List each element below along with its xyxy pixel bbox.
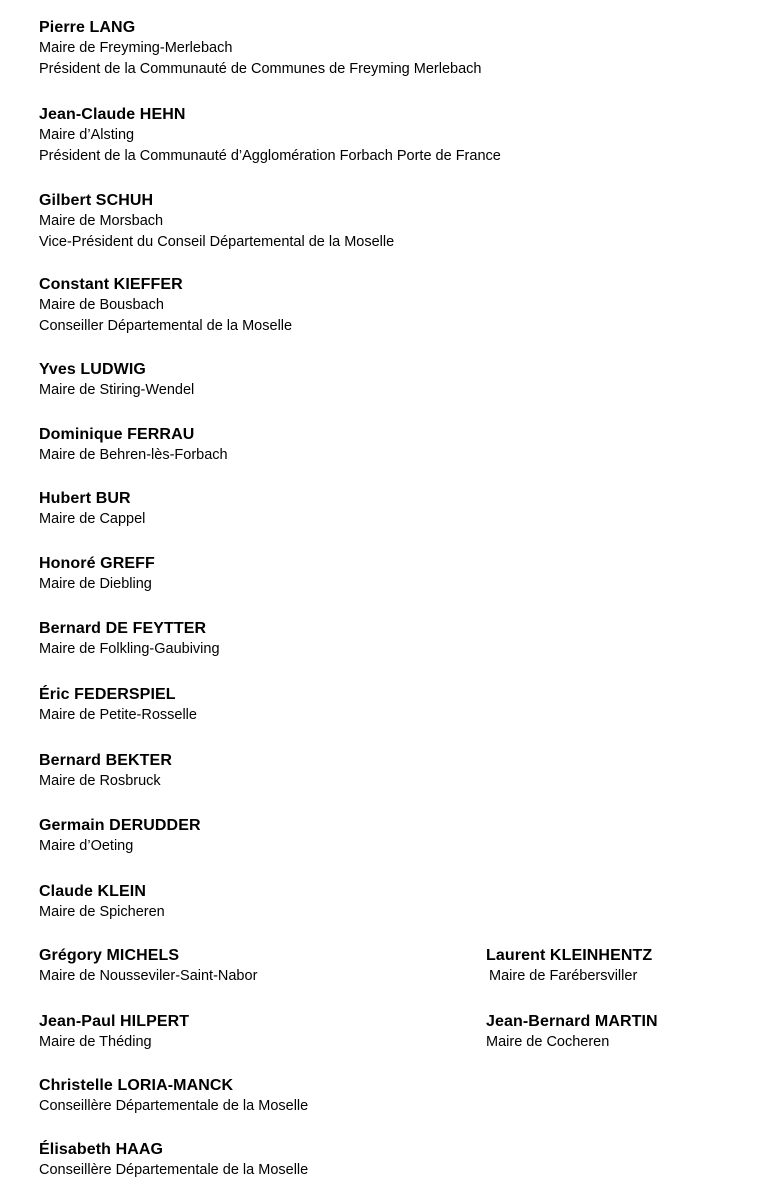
- signatory-name: Yves LUDWIG: [39, 361, 146, 378]
- signatory-title: Maire de Cocheren: [486, 1034, 610, 1050]
- signatory-title: Maire de Diebling: [39, 576, 152, 592]
- signatory-title: Maire de Spicheren: [39, 904, 165, 920]
- signatory-title: Conseillère Départementale de la Moselle: [39, 1098, 309, 1114]
- signatory-title: Maire de Nousseviler-Saint-Nabor: [39, 968, 258, 984]
- signatory-entry-right: [486, 945, 756, 987]
- signatory-title: Maire de Morsbach: [39, 213, 164, 229]
- signatory-name: Laurent KLEINHENTZ: [486, 947, 653, 964]
- signatory-name: Élisabeth HAAG: [39, 1141, 164, 1158]
- signatory-title: Maire de Cappel: [39, 511, 146, 527]
- signatory-title: Maire de Théding: [39, 1034, 152, 1050]
- signatory-name: Honoré GREFF: [39, 555, 155, 572]
- signatory-name: Éric FEDERSPIEL: [39, 686, 176, 703]
- signatory-title: Maire de Stiring-Wendel: [39, 382, 195, 398]
- signatory-title: Maire d’Oeting: [39, 838, 134, 854]
- signatory-name: Christelle LORIA-MANCK: [39, 1077, 234, 1094]
- signatory-title: Maire de Freyming-Merlebach: [39, 40, 233, 56]
- signatory-name: Claude KLEIN: [39, 883, 146, 900]
- signatory-name: Bernard BEKTER: [39, 752, 172, 769]
- signatory-title: Vice-Président du Conseil Départemental de la Moselle: [39, 234, 395, 250]
- signatory-entry: [39, 553, 559, 595]
- signatory-entry: [39, 190, 559, 253]
- signatory-title: Maire d’Alsting: [39, 127, 135, 143]
- signatory-entry: [39, 488, 559, 530]
- signatory-name: Hubert BUR: [39, 490, 131, 507]
- signatory-entry: [39, 104, 559, 167]
- signatory-name: Grégory MICHELS: [39, 947, 180, 964]
- signatory-title: Conseillère Départementale de la Moselle: [39, 1162, 309, 1178]
- signatory-name: Gilbert SCHUH: [39, 192, 154, 209]
- signatory-title: Maire de Behren-lès-Forbach: [39, 447, 228, 463]
- signatory-name: Bernard DE FEYTTER: [39, 620, 207, 637]
- signatory-title: Maire de Rosbruck: [39, 773, 161, 789]
- signatory-entry: [39, 684, 559, 726]
- signatory-title: Maire de Folkling-Gaubiving: [39, 641, 220, 657]
- signatory-name: Pierre LANG: [39, 19, 136, 36]
- signatory-title: Maire de Petite-Rosselle: [39, 707, 197, 723]
- signatory-entry: [39, 1011, 559, 1053]
- signatory-entry: [39, 750, 559, 792]
- signatory-name: Dominique FERRAU: [39, 426, 195, 443]
- signatory-entry: [39, 1075, 559, 1117]
- signatory-entry: [39, 17, 559, 80]
- signatory-entry: [39, 424, 559, 466]
- signatory-name: Jean-Paul HILPERT: [39, 1013, 190, 1030]
- signatory-name: Jean-Claude HEHN: [39, 106, 186, 123]
- signatory-entry: [39, 618, 559, 660]
- signatory-entry-right: [486, 1011, 756, 1053]
- signatory-entry: [39, 945, 559, 987]
- signatory-entry: [39, 1139, 559, 1181]
- signatory-entry: [39, 274, 559, 337]
- signatory-name: Jean-Bernard MARTIN: [486, 1013, 658, 1030]
- signatory-title: Conseiller Départemental de la Moselle: [39, 318, 293, 334]
- signatory-title: Président de la Communauté de Communes de Freyming Merlebach: [39, 61, 482, 77]
- signatory-title: Maire de Farébersviller: [489, 968, 638, 984]
- signatory-entry: [39, 359, 559, 401]
- signatory-name: Germain DERUDDER: [39, 817, 201, 834]
- signatory-title: Président de la Communauté d’Agglomération Forbach Porte de France: [39, 148, 501, 164]
- signatory-entry: [39, 881, 559, 923]
- signatory-name: Constant KIEFFER: [39, 276, 183, 293]
- signatory-entry: [39, 815, 559, 857]
- signatory-title: Maire de Bousbach: [39, 297, 164, 313]
